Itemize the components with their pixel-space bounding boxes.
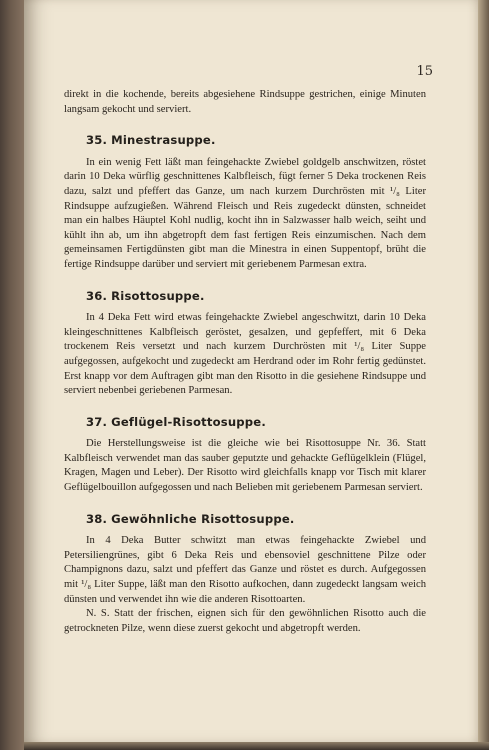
page-content bbox=[64, 88, 426, 636]
intro-paragraph: direkt in die kochende, bereits abgesiehene Rindsuppe gestrichen, einige Minuten langsam gekocht und serviert. bbox=[64, 89, 426, 115]
recipe-heading bbox=[86, 289, 426, 304]
recipe-title: Gewöhnliche Risottosuppe. bbox=[111, 511, 295, 526]
recipe-title: Risottosuppe. bbox=[111, 288, 205, 303]
page-edge-right bbox=[478, 0, 489, 750]
page-number: 15 bbox=[416, 64, 433, 79]
recipe-paragraph: Die Herstellungsweise ist die gleiche wie bei Risottosuppe Nr. 36. Statt Kalbfleisch verwendet man das sauber geputzte und gehackte Geflügelklein (Flügel, Kragen, Magen und Leber). Der Risotto wird gleichfalls knapp vor Tisch mit klarer Geflügelbouillon aufgegossen und nach Belieben mit geriebenem Parmesan serviert. bbox=[64, 438, 426, 494]
book-binding bbox=[0, 0, 26, 750]
page-edge-bottom bbox=[24, 742, 489, 750]
recipe-38 bbox=[64, 512, 426, 637]
recipe-note: N. S. Statt der frischen, eignen sich für den gewöhnlichen Risotto auch die getrockneten Pilze, wenn diese zuerst gekocht und abgetropft werden. bbox=[64, 608, 426, 634]
recipe-heading bbox=[86, 133, 426, 148]
recipe-37 bbox=[64, 415, 426, 496]
recipe-heading bbox=[86, 415, 426, 430]
recipe-36 bbox=[64, 289, 426, 399]
recipe-number: 37. bbox=[86, 414, 108, 429]
recipe-35 bbox=[64, 133, 426, 272]
recipe-paragraph: In 4 Deka Fett wird etwas feingehackte Zwiebel angeschwitzt, darin 10 Deka kleingeschnittenes Kalbfleisch geröstet, gesalzen, und gepfeffert, mit 6 Deka trockenem Reis versetzt und nach kurzem Durchrösten mit ¹/₈ Liter Suppe aufgegossen, aufgekocht und zugedeckt am Herdrand oder im Rohr fertig gedünstet. Erst knapp vor dem Auftragen gibt man den Risotto in die gesiehene Rindsuppe und serviert nebenbei geriebenen Parmesan. bbox=[64, 312, 426, 397]
recipe-paragraph: In ein wenig Fett läßt man feingehackte Zwiebel goldgelb anschwitzen, röstet darin 10 Deka würflig geschnittenes Kalbfleisch, fügt ferner 5 Deka trockenen Reis dazu, salzt und pfeffert das Ganze, um nach kurzem Durchrösten mit ¹/₈ Liter Rindsuppe aufzugießen. Während Fleisch und Reis zugedeckt dünsten, schneidet man ein halbes Häuptel Kohl nudlig, kocht ihn in Salzwasser halb weich, seiht und kühlt ihn ab, um ihn abgetropft dem fast fertigen Reis einzumischen. Nach dem gemeinsamen Fertigdünsten gibt man die Minestra in einen Suppentopf, brüht die fertige Rindsuppe darüber und serviert mit geriebenem Parmesan extra. bbox=[64, 156, 426, 270]
recipe-title: Minestrasuppe. bbox=[111, 133, 216, 148]
recipe-title: Geflügel-Risottosuppe. bbox=[111, 414, 266, 429]
recipe-number: 35. bbox=[86, 133, 108, 148]
recipe-number: 36. bbox=[86, 288, 108, 303]
recipe-number: 38. bbox=[86, 511, 108, 526]
recipe-heading bbox=[86, 512, 426, 527]
recipe-paragraph: In 4 Deka Butter schwitzt man etwas feingehackte Zwiebel und Petersiliengrünes, gibt 6 Deka Reis und ebensoviel geschnittene Pilze oder Champignons dazu, salzt und pfeffert das Ganze und röstet es durch. Aufgegossen mit ¹/₈ Liter Suppe, läßt man den Risotto aufkochen, dann zugedeckt langsam weich dünsten und verwendet ihn wie die anderen Risottoarten. bbox=[64, 535, 426, 605]
